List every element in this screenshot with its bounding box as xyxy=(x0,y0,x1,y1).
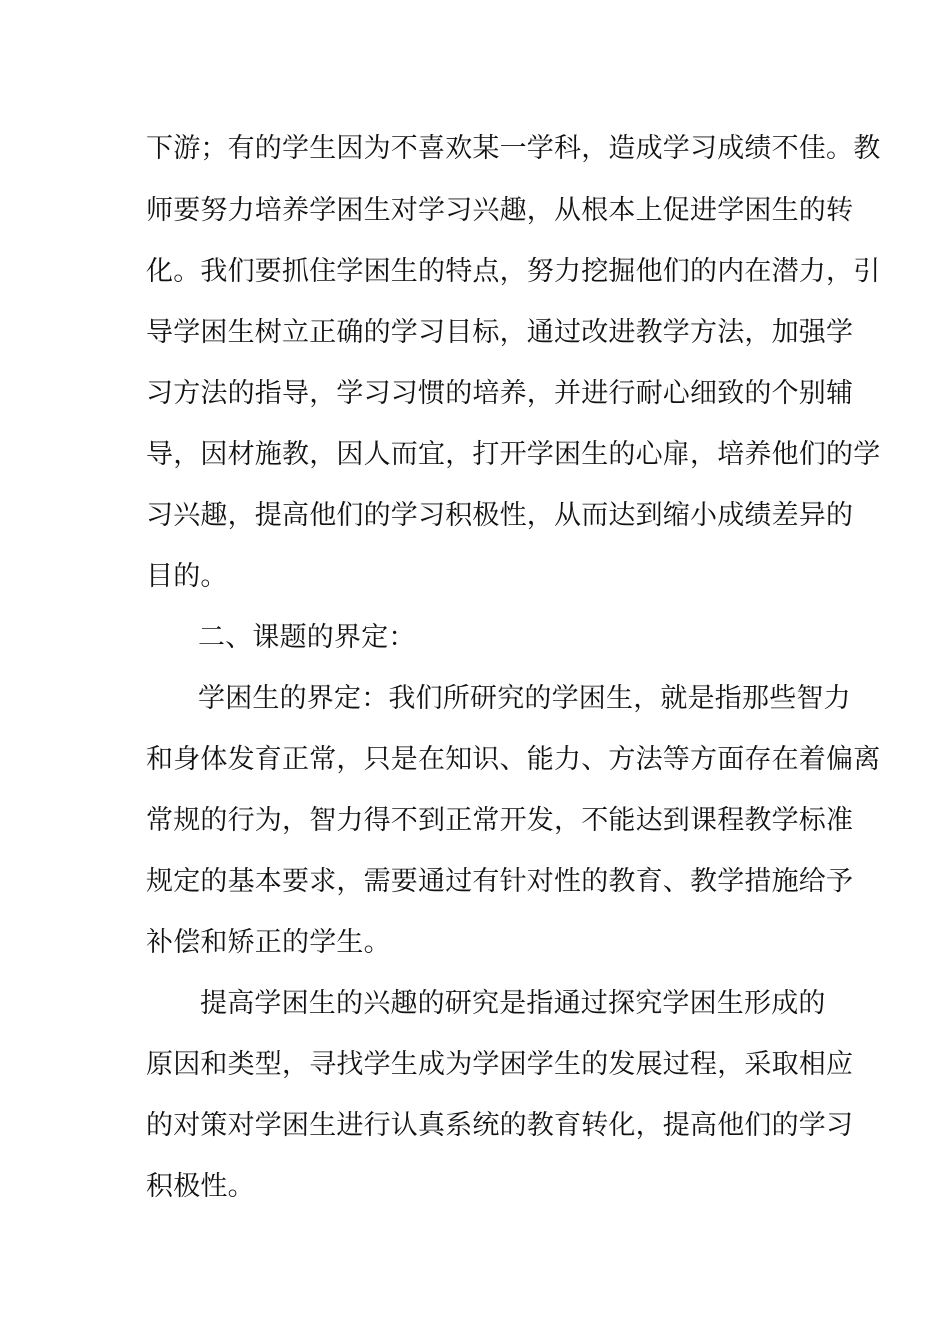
paragraph-3-line-2: 原因和类型，寻找学生成为学困学生的发展过程，采取相应 xyxy=(146,1049,854,1080)
paragraph-2-line-3: 常规的行为，智力得不到正常开发，不能达到课程教学标准 xyxy=(146,805,854,836)
paragraph-2-line-4: 规定的基本要求，需要通过有针对性的教育、教学措施给予 xyxy=(146,866,854,897)
paragraph-1-line-6: 导，因材施教，因人而宜，打开学困生的心扉，培养他们的学 xyxy=(146,439,881,470)
paragraph-2-line-2: 和身体发育正常，只是在知识、能力、方法等方面存在着偏离 xyxy=(146,744,881,775)
paragraph-1-line-1: 下游；有的学生因为不喜欢某一学科，造成学习成绩不佳。教 xyxy=(146,133,881,164)
section-heading: 二、课题的界定： xyxy=(198,622,416,653)
paragraph-1-line-2: 师要努力培养学困生对学习兴趣，从根本上促进学困生的转 xyxy=(146,195,854,226)
paragraph-3-line-4: 积极性。 xyxy=(146,1171,255,1202)
paragraph-3-line-1: 提高学困生的兴趣的研究是指通过探究学困生形成的 xyxy=(200,988,826,1019)
paragraph-1-line-8: 目的。 xyxy=(146,561,228,592)
paragraph-1-line-4: 导学困生树立正确的学习目标，通过改进教学方法，加强学 xyxy=(146,317,854,348)
paragraph-2-line-5: 补偿和矫正的学生。 xyxy=(146,927,391,958)
paragraph-2-line-1: 学困生的界定：我们所研究的学困生，就是指那些智力 xyxy=(198,683,851,714)
paragraph-1-line-7: 习兴趣，提高他们的学习积极性，从而达到缩小成绩差异的 xyxy=(146,500,854,531)
paragraph-1-line-3: 化。我们要抓住学困生的特点，努力挖掘他们的内在潜力，引 xyxy=(146,256,881,287)
paragraph-1-line-5: 习方法的指导，学习习惯的培养，并进行耐心细致的个别辅 xyxy=(146,378,854,409)
paragraph-3-line-3: 的对策对学困生进行认真系统的教育转化，提高他们的学习 xyxy=(146,1110,854,1141)
